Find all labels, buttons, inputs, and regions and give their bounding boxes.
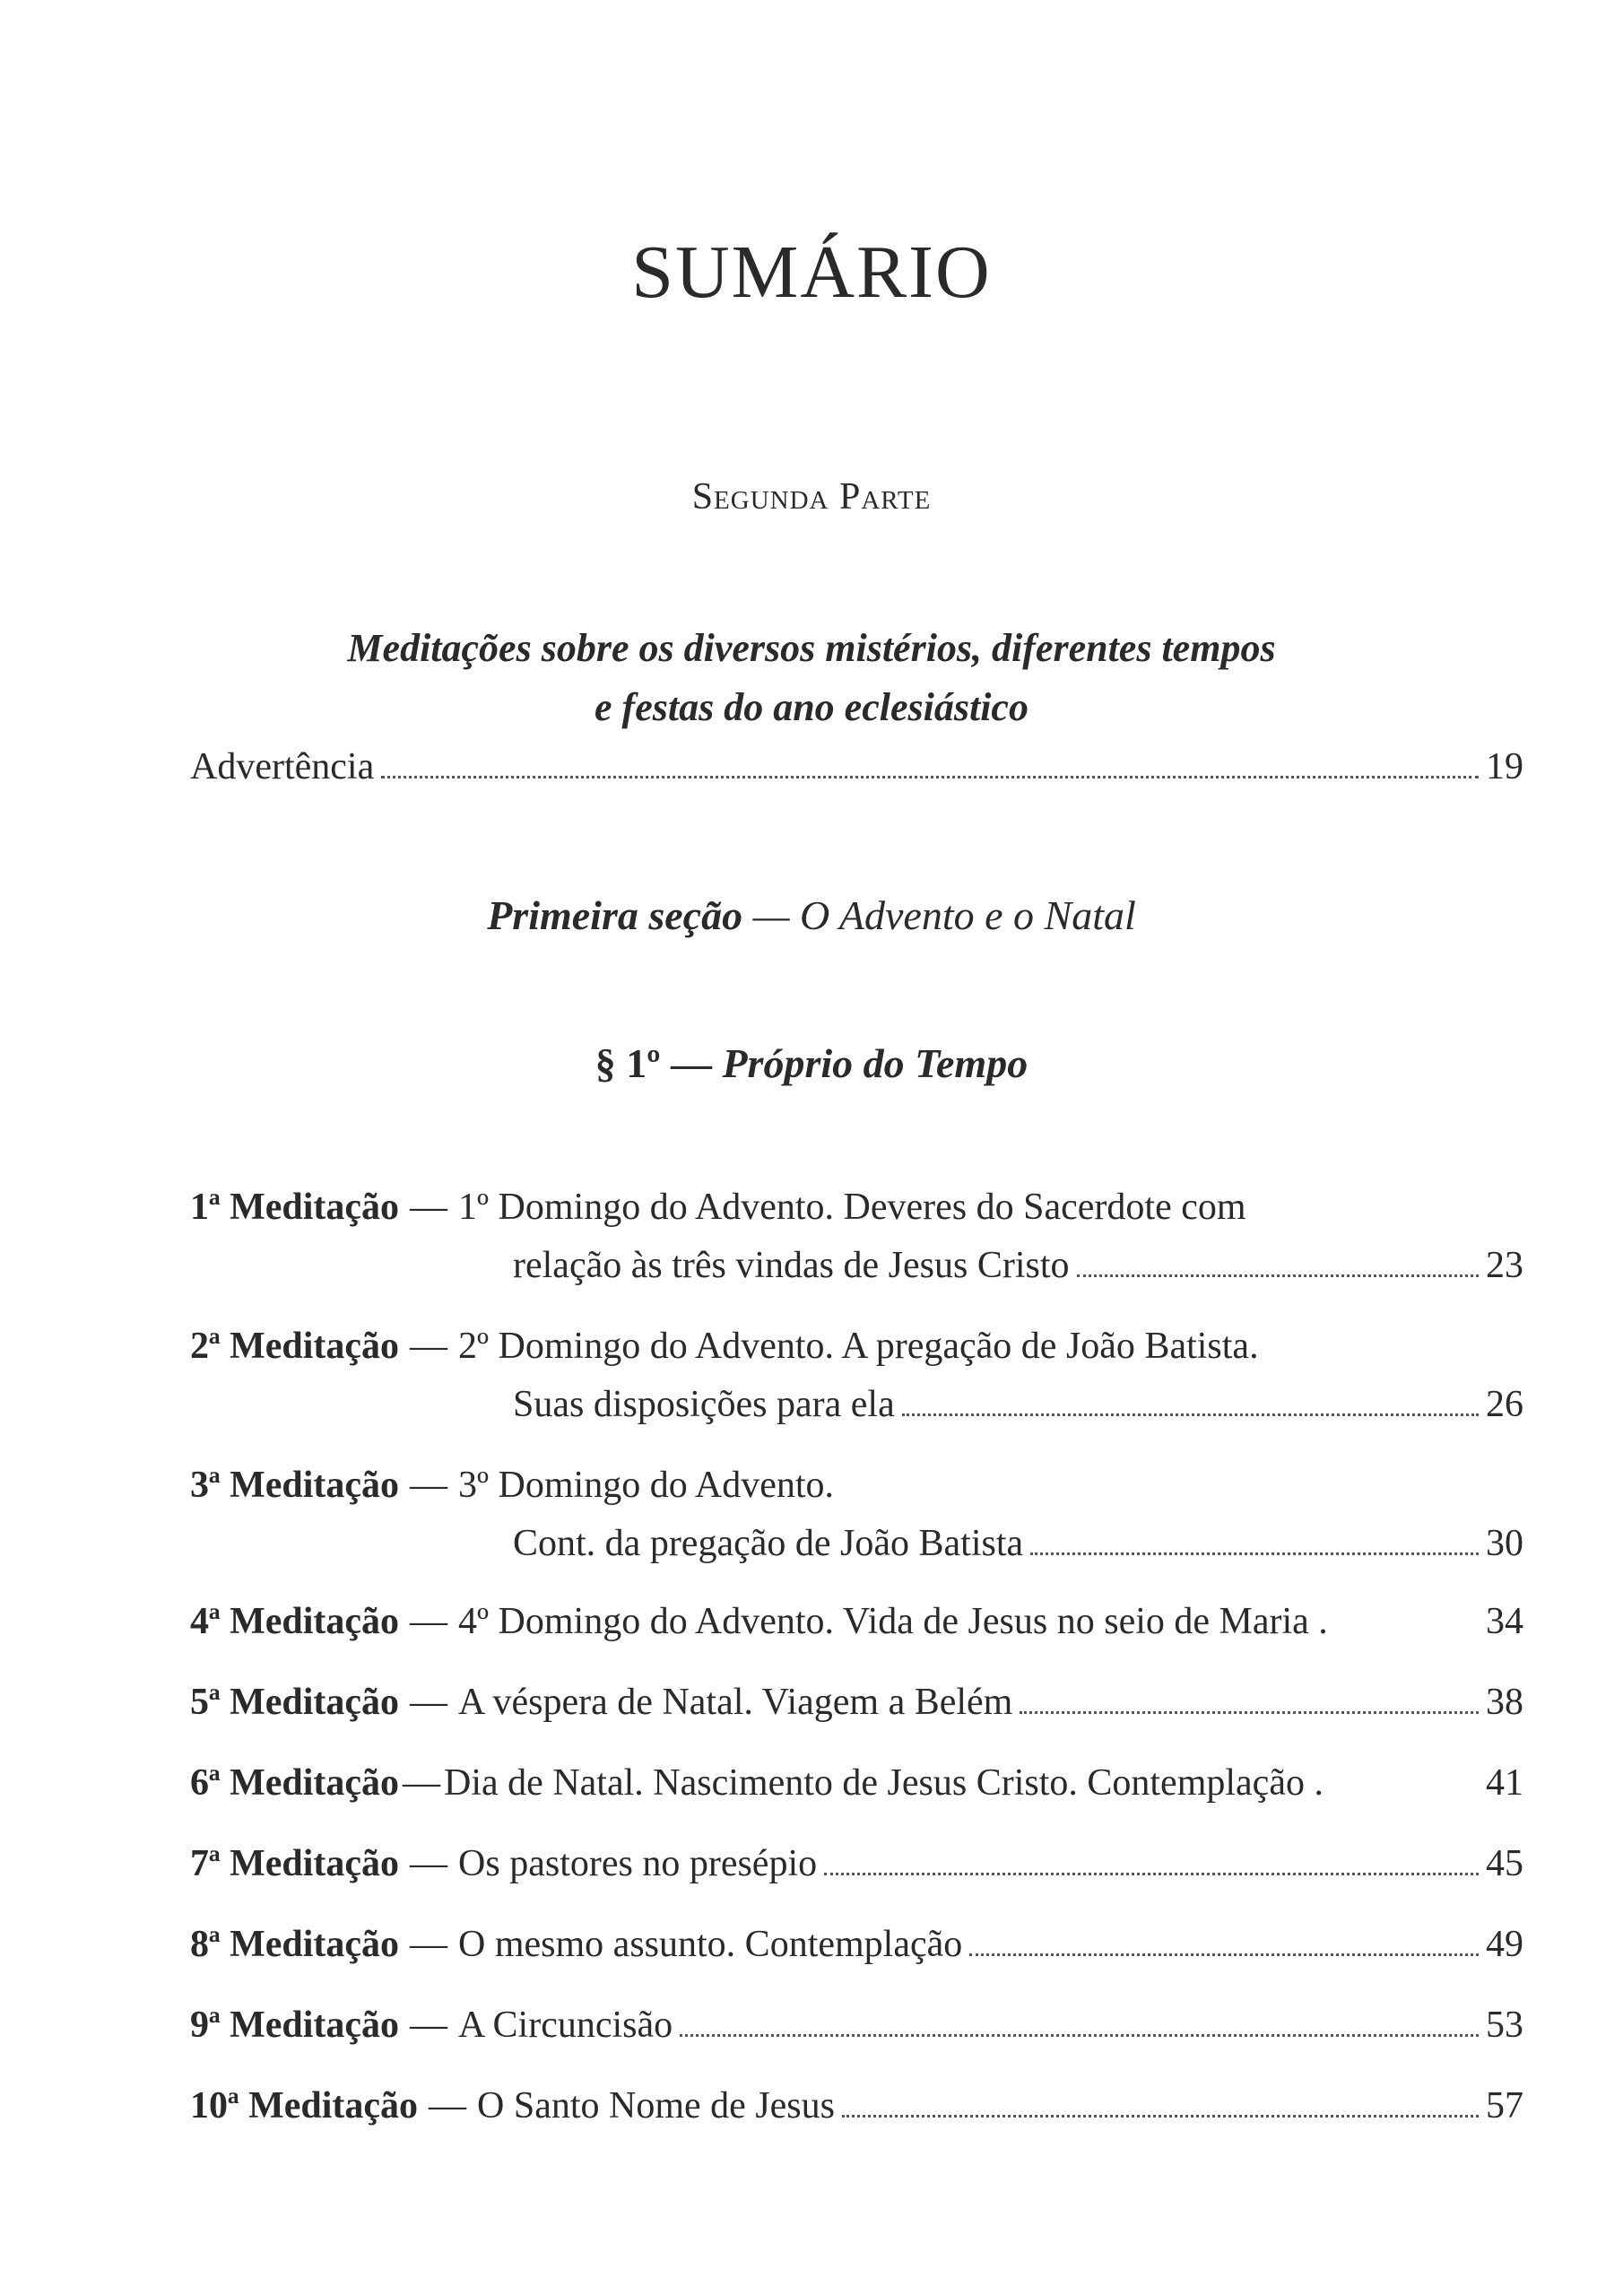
entry-page-number: 57 (1486, 2085, 1523, 2126)
dash: — (410, 1682, 448, 1723)
toc-entry[interactable] (190, 1840, 1523, 1887)
dash: — (410, 1924, 448, 1965)
toc-entry[interactable] (190, 2002, 1523, 2048)
entry-label: 8ª Meditação (190, 1924, 400, 1965)
entry-page-number: 38 (1486, 1682, 1523, 1723)
subsection-title (0, 1040, 1623, 1086)
dash: — (410, 2005, 448, 2046)
dash: — (410, 1465, 448, 1506)
toc-entry[interactable] (190, 2083, 1523, 2129)
dash: — (429, 2085, 467, 2126)
entry-title: 3º Domingo do Advento. (458, 1465, 835, 1506)
section-title-bold: Primeira seção (487, 892, 743, 938)
entry-title: O mesmo assunto. Contemplação (458, 1924, 963, 1965)
dot-leader (902, 1413, 1479, 1416)
subsection-number: § 1º — (595, 1040, 712, 1086)
toc-entry[interactable] (190, 1462, 1523, 1567)
part-subtitle (0, 619, 1623, 737)
dot-leader (1077, 1274, 1479, 1277)
dash: — (403, 1762, 441, 1804)
dot-leader (680, 2034, 1479, 2037)
entry-label: 7ª Meditação (190, 1843, 400, 1884)
entry-title: 2º Domingo do Advento. A pregação de João Batista. (458, 1326, 1259, 1367)
entry-page-number: 30 (1486, 1523, 1523, 1564)
dot-leader (381, 776, 1479, 778)
entry-label: 1ª Meditação (190, 1187, 400, 1228)
entry-title: Advertência (190, 746, 375, 787)
toc-entry[interactable] (190, 1323, 1523, 1428)
toc-entry[interactable] (190, 1184, 1523, 1289)
toc-entry[interactable] (190, 1760, 1523, 1806)
entry-label: 6ª Meditação (190, 1762, 400, 1804)
dot-leader (824, 1873, 1479, 1875)
dot-leader (1020, 1711, 1479, 1714)
entry-label: 4ª Meditação (190, 1601, 400, 1642)
subsection-name: Próprio do Tempo (722, 1040, 1028, 1086)
entry-page-number: 49 (1486, 1924, 1523, 1965)
dot-leader (969, 1953, 1479, 1956)
toc-entry-foreword[interactable] (190, 748, 1523, 786)
entry-page-number: 26 (1486, 1384, 1523, 1425)
entry-page-number: 45 (1486, 1843, 1523, 1884)
entry-page-number: 34 (1486, 1601, 1523, 1642)
dash: — (410, 1843, 448, 1884)
entry-page-number: 53 (1486, 2005, 1523, 2046)
entry-title: A Circuncisão (458, 2005, 673, 2046)
dash: — (410, 1187, 448, 1228)
entry-label: 10ª Meditação (190, 2085, 419, 2126)
entry-page-number: 41 (1486, 1762, 1523, 1804)
toc-entry[interactable] (190, 1921, 1523, 1968)
entry-label: 3ª Meditação (190, 1465, 400, 1506)
entry-label: 5ª Meditação (190, 1682, 400, 1723)
dot-leader (1030, 1552, 1479, 1555)
entry-label: 9ª Meditação (190, 2005, 400, 2046)
page-title: SUMÁRIO (631, 230, 992, 314)
dot-leader (842, 2115, 1479, 2118)
entry-title: Dia de Natal. Nascimento de Jesus Cristo. Contemplação . (444, 1762, 1324, 1804)
section-title-rest: — O Advento e o Natal (742, 892, 1136, 938)
toc-entry[interactable] (190, 1679, 1523, 1726)
entry-page-number: 19 (1486, 746, 1523, 787)
dash: — (410, 1601, 448, 1642)
entry-title-continued: relação às três vindas de Jesus Cristo (513, 1245, 1070, 1286)
entry-title: Os pastores no presépio (458, 1843, 818, 1884)
entry-page-number: 23 (1486, 1245, 1523, 1286)
toc-entry[interactable] (190, 1598, 1523, 1645)
dash: — (410, 1326, 448, 1367)
entry-title: O Santo Nome de Jesus (477, 2085, 835, 2126)
entry-title: 4º Domingo do Advento. Vida de Jesus no seio de Maria . (458, 1601, 1328, 1642)
section-title (0, 892, 1623, 938)
entry-label: 2ª Meditação (190, 1326, 400, 1367)
entry-title-continued: Suas disposições para ela (513, 1384, 895, 1425)
entry-title: A véspera de Natal. Viagem a Belém (458, 1682, 1013, 1723)
entry-title-continued: Cont. da pregação de João Batista (513, 1523, 1024, 1564)
part-label: Segunda Parte (691, 476, 932, 517)
entry-title: 1º Domingo do Advento. Deveres do Sacerdote com (458, 1187, 1246, 1228)
part-subtitle-line-1: Meditações sobre os diversos mistérios, diferentes tempos (347, 626, 1276, 670)
part-subtitle-line-2: e festas do ano eclesiástico (595, 685, 1028, 729)
